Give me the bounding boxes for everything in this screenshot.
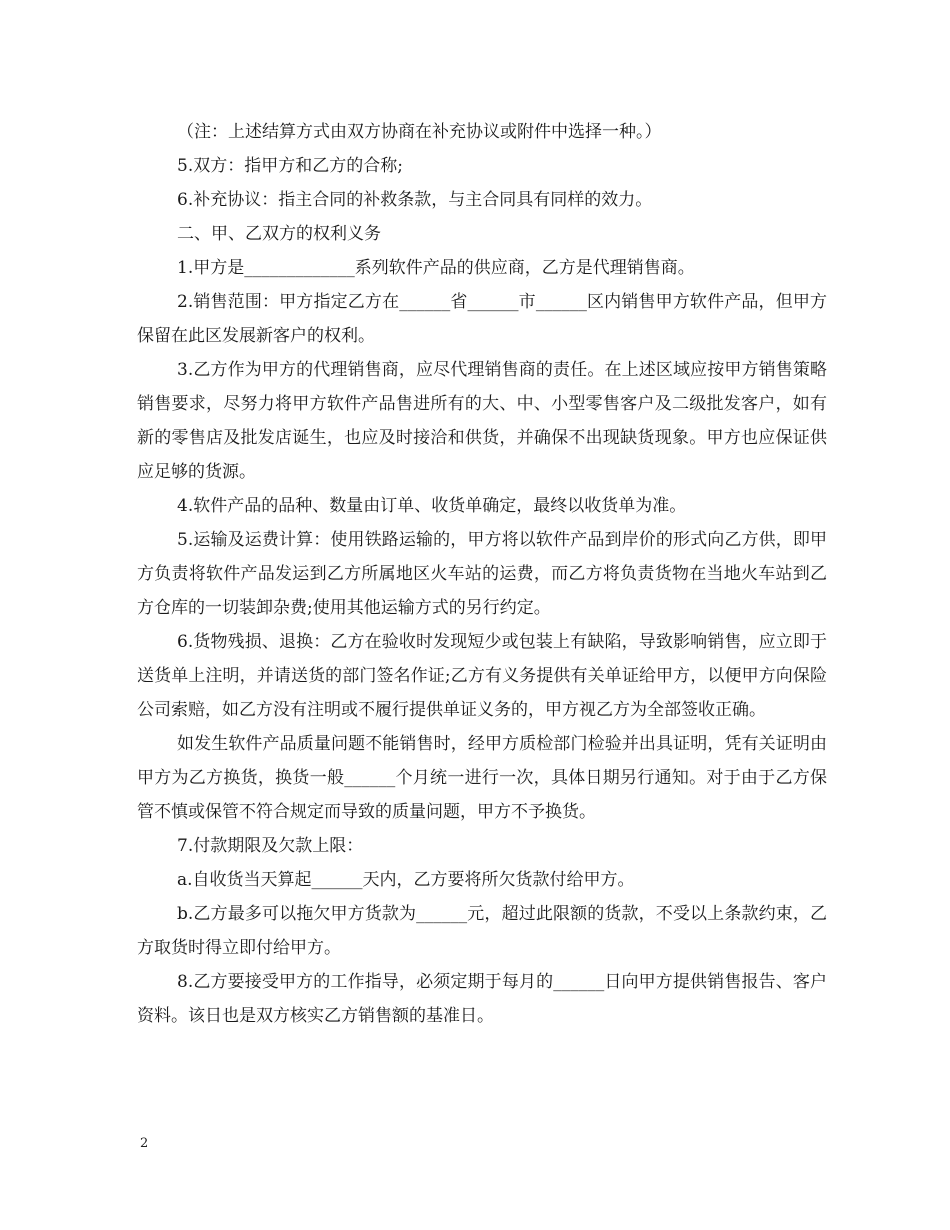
paragraph-definition-both-parties: 5.双方：指甲方和乙方的合称; [177,156,403,176]
paragraph-clause-8: 8.乙方要接受甲方的工作指导，必须定期于每月的______日向甲方提供销售报告、客户资料。该日也是双方核实乙方销售额的基准日。 [137,972,827,1026]
document-body [137,115,827,1033]
section-heading-rights-obligations: 二、甲、乙双方的权利义务 [177,224,381,244]
paragraph-definition-supplementary-agreement: 6.补充协议：指主合同的补救条款，与主合同具有同样的效力。 [177,190,653,210]
paragraph-clause-6: 6.货物残损、退换：乙方在验收时发现短少或包装上有缺陷，导致影响销售，应立即于送货单上注明，并请送货的部门签名作证;乙方有义务提供有关单证给甲方，以便甲方向保险公司索赔，如乙方没有注明或不履行提供单证义务的，甲方视乙方为全部签收正确。 [137,632,827,720]
paragraph-clause-5: 5.运输及运费计算：使用铁路运输的，甲方将以软件产品到岸价的形式向乙方供，即甲方负责将软件产品发运到乙方所属地区火车站的运费，而乙方将负责货物在当地火车站到乙方仓库的一切装卸杂费;使用其他运输方式的另行约定。 [137,530,827,618]
paragraph-clause-3: 3.乙方作为甲方的代理销售商，应尽代理销售商的责任。在上述区域应按甲方销售策略销售要求，尽努力将甲方软件产品售进所有的大、中、小型零售客户及二级批发客户，如有新的零售店及批发店诞生，也应及时接洽和供货，并确保不出现缺货现象。甲方也应保证供应足够的货源。 [137,360,827,482]
paragraph-clause-4: 4.软件产品的品种、数量由订单、收货单确定，最终以收货单为准。 [177,496,687,516]
paragraph-clause-2: 2.销售范围：甲方指定乙方在______省______市______区内销售甲方软件产品，但甲方保留在此区发展新客户的权利。 [137,292,827,346]
paragraph-clause-7a: a.自收货当天算起______天内，乙方要将所欠货款付给甲方。 [177,870,635,890]
page-number: 2 [140,1136,149,1151]
paragraph-settlement-note: （注：上述结算方式由双方协商在补充协议或附件中选择一种。） [177,122,662,142]
paragraph-clause-1: 1.甲方是_____________系列软件产品的供应商，乙方是代理销售商。 [177,258,695,278]
paragraph-clause-6-quality: 如发生软件产品质量问题不能销售时，经甲方质检部门检验并出具证明，凭有关证明由甲方为乙方换货，换货一般______个月统一进行一次，具体日期另行通知。对于由于乙方保管不慎或保管不符合规定而导致的质量问题，甲方不予换货。 [137,734,827,822]
paragraph-clause-7: 7.付款期限及欠款上限： [177,836,364,856]
paragraph-clause-7b: b.乙方最多可以拖欠甲方货款为______元，超过此限额的货款，不受以上条款约束，乙方取货时得立即付给甲方。 [137,904,827,958]
